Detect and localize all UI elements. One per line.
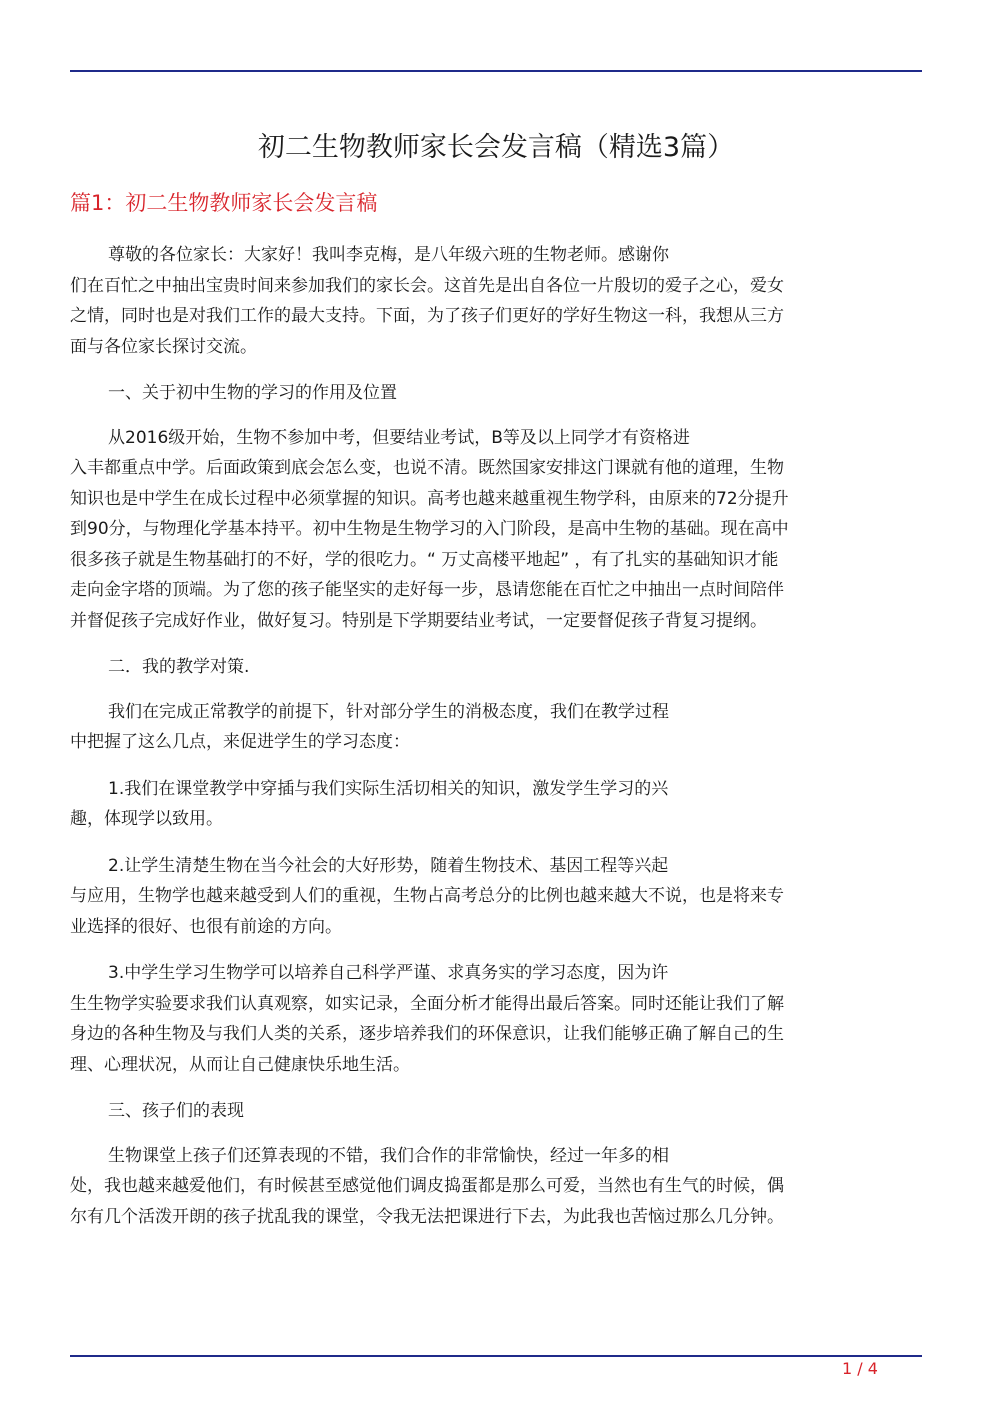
paragraph: [70, 1141, 915, 1233]
paragraph-line: 2.让学生清楚生物在当今社会的大好形势，随着生物技术、基因工程等兴起: [108, 855, 669, 876]
paragraph: [70, 697, 915, 758]
paragraph-line: 到90分，与物理化学基本持平。初中生物是生物学习的入门阶段，是高中生物的基础。现在高中: [70, 519, 789, 539]
paragraph-line: 趣，体现学以致用。: [70, 809, 223, 829]
section-heading: 篇1：初二生物教师家长会发言稿: [70, 191, 378, 215]
subheading: [70, 378, 915, 409]
subheading: [70, 652, 915, 683]
paragraph-line: 处，我也越来越爱他们，有时候甚至感觉他们调皮捣蛋都是那么可爱，当然也有生气的时候，偶: [70, 1176, 784, 1196]
paragraph: [70, 240, 915, 362]
document-body: [70, 240, 915, 1248]
paragraph-line: 面与各位家长探讨交流。: [70, 336, 257, 357]
paragraph: [70, 423, 915, 637]
paragraph-line: 与应用，生物学也越来越受到人们的重视，生物占高考总分的比例也越来越大不说，也是将来专: [70, 886, 784, 906]
paragraph-line: 生物课堂上孩子们还算表现的不错，我们合作的非常愉快，经过一年多的相: [108, 1145, 669, 1166]
paragraph: [70, 958, 915, 1080]
subheading-text: 二．我的教学对策.: [108, 657, 250, 677]
paragraph-line: 很多孩子就是生物基础打的不好，学的很吃力。“ 万丈高楼平地起” ，有了扎实的基础知识才能: [70, 549, 779, 570]
document-title: 初二生物教师家长会发言稿（精选3篇）: [257, 132, 735, 163]
subheading-text: 一、关于初中生物的学习的作用及位置: [108, 383, 397, 403]
paragraph: [70, 774, 915, 835]
paragraph-line: 从2016级开始，生物不参加中考，但要结业考试，B等及以上同学才有资格进: [108, 427, 690, 448]
paragraph-line: 业选择的很好、也很有前途的方向。: [70, 916, 342, 937]
paragraph-line: 们在百忙之中抽出宝贵时间来参加我们的家长会。这首先是出自各位一片殷切的爱子之心，爱女: [70, 275, 784, 296]
paragraph-line: 走向金字塔的顶端。为了您的孩子能坚实的走好每一步，恳请您能在百忙之中抽出一点时间陪伴: [70, 580, 784, 600]
paragraph-line: 身边的各种生物及与我们人类的关系，逐步培养我们的环保意识，让我们能够正确了解自己的生: [70, 1024, 784, 1044]
subheading: [70, 1096, 915, 1127]
subheading-text: 三、孩子们的表现: [108, 1101, 244, 1121]
paragraph-line: 生生物学实验要求我们认真观察，如实记录，全面分析才能得出最后答案。同时还能让我们了解: [70, 993, 784, 1014]
paragraph-line: 中把握了这么几点，来促进学生的学习态度：: [70, 732, 410, 752]
paragraph-line: 入丰都重点中学。后面政策到底会怎么变，也说不清。既然国家安排这门课就有他的道理，生物: [70, 458, 784, 478]
paragraph-line: 尊敬的各位家长：大家好！我叫李克梅，是八年级六班的生物老师。感谢你: [108, 245, 669, 265]
header-rule: [70, 70, 922, 72]
page-number: 1 / 4: [842, 1359, 878, 1378]
paragraph-line: 知识也是中学生在成长过程中必须掌握的知识。高考也越来越重视生物学科，由原来的72分提升: [70, 488, 789, 509]
paragraph-line: 之情，同时也是对我们工作的最大支持。下面，为了孩子们更好的学好生物这一科，我想从三方: [70, 306, 784, 326]
paragraph-line: 我们在完成正常教学的前提下，针对部分学生的消极态度，我们在教学过程: [108, 701, 669, 722]
paragraph-line: 理、心理状况，从而让自己健康快乐地生活。: [70, 1054, 410, 1075]
footer-rule: [70, 1355, 922, 1357]
paragraph: [70, 851, 915, 943]
paragraph-line: 1.我们在课堂教学中穿插与我们实际生活切相关的知识，激发学生学习的兴: [108, 778, 669, 799]
paragraph-line: 并督促孩子完成好作业，做好复习。特别是下学期要结业考试，一定要督促孩子背复习提纲。: [70, 610, 767, 631]
paragraph-line: 3.中学生学习生物学可以培养自己科学严谨、求真务实的学习态度，因为许: [108, 963, 669, 983]
paragraph-line: 尔有几个活泼开朗的孩子扰乱我的课堂，令我无法把课进行下去，为此我也苦恼过那么几分钟。: [70, 1206, 784, 1227]
